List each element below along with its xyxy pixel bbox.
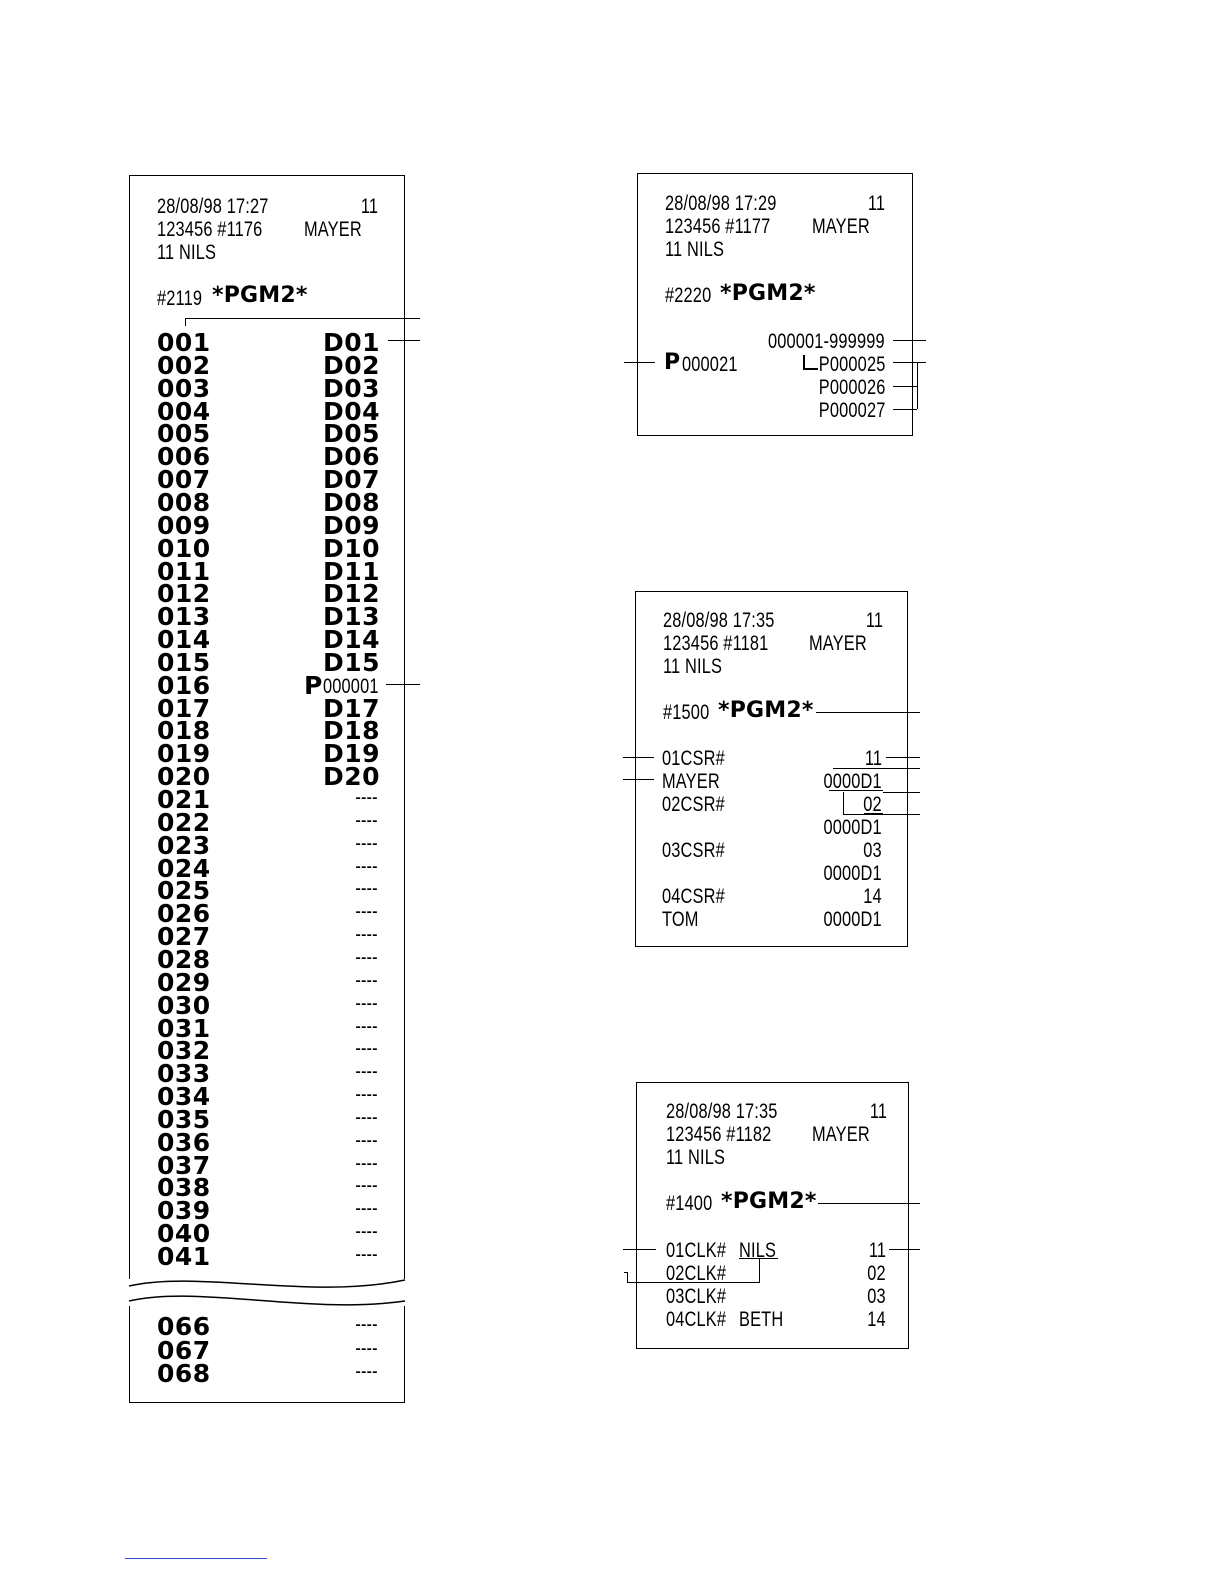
receipt3-leader-csr bbox=[623, 757, 654, 758]
program-row-value: D20 bbox=[323, 762, 381, 792]
program-row-value-prefix: P bbox=[304, 670, 323, 700]
program-row-number: 022 bbox=[157, 807, 211, 837]
program-row-value: D17 bbox=[323, 693, 381, 723]
program-row-number: 029 bbox=[157, 967, 211, 997]
clerk-line-value: 14 bbox=[867, 1308, 886, 1331]
cashier-line-label: 02CSR# bbox=[662, 793, 725, 816]
cashier-line-label: 03CSR# bbox=[662, 839, 725, 862]
cashier-line-label: MAYER bbox=[662, 770, 720, 793]
receipt1-consecutive: 123456 #1176 bbox=[157, 218, 263, 241]
receipt1-operator: MAYER bbox=[304, 218, 362, 241]
receipt2-left-value: 000021 bbox=[682, 353, 738, 376]
program-row-number: 036 bbox=[157, 1127, 211, 1157]
receipt4-leader-no bbox=[889, 1249, 920, 1250]
program-row-value: D09 bbox=[323, 510, 381, 540]
receipt1-leader-p000001 bbox=[386, 684, 420, 685]
program-row-value: D11 bbox=[323, 556, 381, 586]
receipt2-right-line-2: P000026 bbox=[818, 376, 885, 399]
clerk-line-value: 02 bbox=[867, 1262, 886, 1285]
cashier-line-value: 0000D1 bbox=[823, 770, 882, 793]
program-row-number: 001 bbox=[157, 328, 211, 357]
receipt4-name-bracket bbox=[627, 1282, 760, 1283]
receipt3-leader-underline bbox=[883, 792, 920, 793]
program-row-value: D05 bbox=[323, 419, 381, 449]
program-row-value: D10 bbox=[323, 533, 381, 563]
program-row-number: 039 bbox=[157, 1196, 211, 1226]
program-row-number: 066 bbox=[157, 1312, 211, 1341]
clerk-line-label: 03CLK# bbox=[666, 1285, 727, 1308]
program-row-number: 032 bbox=[157, 1036, 211, 1066]
receipt3-leader-name bbox=[623, 779, 654, 780]
receipt2-leader-p25 bbox=[893, 362, 926, 363]
clerk-line-name: BETH bbox=[739, 1308, 784, 1331]
program-row-number: 019 bbox=[157, 739, 211, 769]
program-row-value: D02 bbox=[323, 350, 381, 380]
program-row-number: 034 bbox=[157, 1082, 211, 1112]
clerk-line-label: 02CLK# bbox=[666, 1262, 727, 1285]
receipt4-leader-program bbox=[818, 1203, 920, 1204]
program-row-number: 016 bbox=[157, 670, 211, 700]
cashier-line-value: 11 bbox=[864, 747, 882, 770]
program-row-number: 067 bbox=[157, 1335, 211, 1365]
receipt4-leader-tail bbox=[624, 1272, 628, 1273]
cashier-line-label: 04CSR# bbox=[662, 885, 725, 908]
program-row-value: D08 bbox=[323, 487, 381, 517]
receipt2-program-no: #2220 bbox=[665, 284, 712, 307]
receipt4-program-label: *PGM2* bbox=[721, 1189, 817, 1214]
program-row-value: ---- bbox=[355, 854, 378, 878]
receipt2-leader-range bbox=[893, 340, 926, 341]
receipt3-underline-code bbox=[829, 790, 883, 791]
program-row-value: ---- bbox=[355, 923, 378, 947]
program-row-number: 017 bbox=[157, 693, 211, 723]
cashier-line-value: 02 bbox=[863, 793, 882, 816]
receipt3-leader-code bbox=[833, 768, 920, 769]
receipt4-name-bracket-vertical bbox=[759, 1259, 760, 1282]
program-row-number: 002 bbox=[157, 350, 211, 380]
program-row-value: D14 bbox=[323, 625, 381, 655]
receipt2-machine-no: 11 bbox=[867, 192, 885, 215]
program-row-number: 020 bbox=[157, 762, 211, 792]
receipt2-date: 28/08/98 17:29 bbox=[665, 192, 777, 215]
receipt4-name-bracket-left bbox=[627, 1272, 628, 1282]
program-row-number: 033 bbox=[157, 1059, 211, 1089]
program-row-number: 008 bbox=[157, 487, 211, 517]
program-row-number: 068 bbox=[157, 1359, 211, 1388]
program-row-value: ---- bbox=[355, 968, 378, 992]
program-row-number: 041 bbox=[157, 1242, 211, 1271]
cashier-line-value: 14 bbox=[863, 885, 882, 908]
program-row-value: ---- bbox=[355, 1128, 378, 1152]
receipt1-leader-d01 bbox=[388, 340, 420, 341]
cashier-line-value: 0000D1 bbox=[823, 908, 882, 931]
program-row-number: 027 bbox=[157, 922, 211, 952]
program-row-value: ---- bbox=[355, 945, 378, 969]
program-row-value: ---- bbox=[355, 808, 378, 832]
program-row-number: 009 bbox=[157, 510, 211, 540]
program-row-value: ---- bbox=[355, 900, 378, 924]
program-row-number: 038 bbox=[157, 1173, 211, 1203]
receipt3-program-no: #1500 bbox=[663, 701, 710, 724]
program-row-number: 021 bbox=[157, 785, 211, 814]
program-row-value: ---- bbox=[355, 1243, 378, 1266]
program-row-value: D13 bbox=[323, 602, 381, 632]
receipt2-consecutive: 123456 #1177 bbox=[665, 215, 771, 238]
cashier-line-label: 01CSR# bbox=[662, 747, 725, 770]
program-row-number: 003 bbox=[157, 373, 211, 403]
program-row-value: D18 bbox=[323, 716, 381, 746]
program-row-number: 024 bbox=[157, 853, 211, 883]
program-row-value: ---- bbox=[355, 1174, 378, 1198]
program-row-value: ---- bbox=[355, 831, 378, 855]
program-row-value: ---- bbox=[355, 1313, 378, 1336]
receipt1-leader-program bbox=[185, 318, 420, 319]
receipt4-machine-no: 11 bbox=[869, 1100, 887, 1123]
clerk-line-label: 01CLK# bbox=[666, 1239, 727, 1262]
footer-rule bbox=[125, 1558, 267, 1559]
program-row-value: ---- bbox=[355, 877, 378, 901]
program-row-value: ---- bbox=[355, 1037, 378, 1061]
program-row-value: 000001 bbox=[323, 674, 379, 698]
program-row-number: 031 bbox=[157, 1013, 211, 1043]
receipt2-leader-left bbox=[624, 362, 655, 363]
program-row-value: ---- bbox=[355, 1014, 378, 1038]
cashier-line-value: 0000D1 bbox=[823, 816, 882, 839]
receipt3-machine-no: 11 bbox=[865, 609, 883, 632]
program-row-value: D12 bbox=[323, 579, 381, 609]
receipt1-program-no: #2119 bbox=[157, 287, 203, 310]
receipt3-bracket-vertical bbox=[843, 792, 844, 814]
receipt4-date: 28/08/98 17:35 bbox=[666, 1100, 778, 1123]
program-row-number: 026 bbox=[157, 899, 211, 929]
program-row-value: ---- bbox=[355, 1151, 378, 1175]
program-row-value: D19 bbox=[323, 739, 381, 769]
program-row-number: 028 bbox=[157, 944, 211, 974]
program-row-number: 035 bbox=[157, 1104, 211, 1134]
program-row-number: 037 bbox=[157, 1150, 211, 1180]
clerk-line-value: 03 bbox=[867, 1285, 886, 1308]
program-row-value: D07 bbox=[323, 465, 381, 495]
receipt2-leader-p26 bbox=[893, 386, 917, 387]
program-row-value: D06 bbox=[323, 442, 381, 472]
program-row-value: ---- bbox=[355, 1105, 378, 1129]
clerk-line-name: NILS bbox=[739, 1239, 777, 1262]
program-row-number: 018 bbox=[157, 716, 211, 746]
program-row-number: 013 bbox=[157, 602, 211, 632]
program-row-value: ---- bbox=[355, 1083, 378, 1107]
receipt1-program-label: *PGM2* bbox=[212, 283, 308, 308]
program-row-number: 006 bbox=[157, 442, 211, 472]
receipt4-clerk: 11 NILS bbox=[666, 1146, 726, 1169]
program-row-value: D15 bbox=[323, 647, 381, 677]
receipt2-clerk: 11 NILS bbox=[665, 238, 725, 261]
receipt1-date: 28/08/98 17:27 bbox=[157, 195, 269, 218]
program-row-number: 011 bbox=[157, 556, 211, 586]
program-row-number: 023 bbox=[157, 830, 211, 860]
receipt2-l-mark-base bbox=[803, 368, 818, 370]
receipt4-program-no: #1400 bbox=[666, 1192, 713, 1215]
cashier-line-label: TOM bbox=[662, 908, 699, 931]
cashier-line-value: 03 bbox=[863, 839, 882, 862]
program-row-number: 025 bbox=[157, 876, 211, 906]
program-row-number: 014 bbox=[157, 625, 211, 655]
program-row-value: ---- bbox=[355, 1360, 378, 1383]
receipt3-leader-program bbox=[816, 712, 920, 713]
program-row-number: 030 bbox=[157, 990, 211, 1020]
program-row-value: ---- bbox=[355, 991, 378, 1015]
program-row-value: ---- bbox=[355, 1060, 378, 1084]
program-row-value: ---- bbox=[355, 1220, 378, 1244]
receipt3-date: 28/08/98 17:35 bbox=[663, 609, 775, 632]
receipt2-l-mark bbox=[803, 355, 805, 369]
program-row-value: D04 bbox=[323, 396, 381, 426]
receipt3-leader-code-no bbox=[886, 757, 920, 758]
program-row-value: ---- bbox=[355, 786, 378, 809]
receipt3-leader-bracket bbox=[843, 814, 920, 815]
receipt4-operator: MAYER bbox=[812, 1123, 870, 1146]
receipt2-range: 000001-999999 bbox=[768, 330, 885, 353]
receipt2-leader-bracket bbox=[917, 362, 918, 409]
program-row-number: 015 bbox=[157, 647, 211, 677]
receipt4-consecutive: 123456 #1182 bbox=[666, 1123, 772, 1146]
receipt4-leader-clk bbox=[623, 1249, 656, 1250]
receipt2-operator: MAYER bbox=[812, 215, 870, 238]
program-row-number: 012 bbox=[157, 579, 211, 609]
receipt3-clerk: 11 NILS bbox=[663, 655, 723, 678]
program-row-value: D01 bbox=[323, 328, 381, 357]
cashier-line-value: 0000D1 bbox=[823, 862, 882, 885]
receipt2-program-label: *PGM2* bbox=[720, 281, 816, 306]
program-row-value: D03 bbox=[323, 373, 381, 403]
receipt3-operator: MAYER bbox=[809, 632, 867, 655]
receipt2-right-line-1: P000025 bbox=[818, 353, 885, 376]
receipt3-program-label: *PGM2* bbox=[718, 698, 814, 723]
receipt1-clerk: 11 NILS bbox=[157, 241, 217, 264]
clerk-line-label: 04CLK# bbox=[666, 1308, 727, 1331]
program-row-value: ---- bbox=[355, 1197, 378, 1221]
receipt1-leader-vertical bbox=[185, 318, 186, 326]
receipt3-consecutive: 123456 #1181 bbox=[663, 632, 769, 655]
clerk-line-value: 11 bbox=[868, 1239, 886, 1262]
program-row-number: 005 bbox=[157, 419, 211, 449]
program-row-number: 010 bbox=[157, 533, 211, 563]
program-row-number: 007 bbox=[157, 465, 211, 495]
program-row-number: 040 bbox=[157, 1219, 211, 1249]
program-row-number: 004 bbox=[157, 396, 211, 426]
program-row-value: ---- bbox=[355, 1336, 378, 1360]
receipt2-right-line-3: P000027 bbox=[818, 399, 885, 422]
receipt2-left-prefix: P bbox=[664, 350, 681, 375]
receipt1-machine-no: 11 bbox=[360, 195, 378, 218]
receipt2-leader-p27 bbox=[893, 409, 917, 410]
